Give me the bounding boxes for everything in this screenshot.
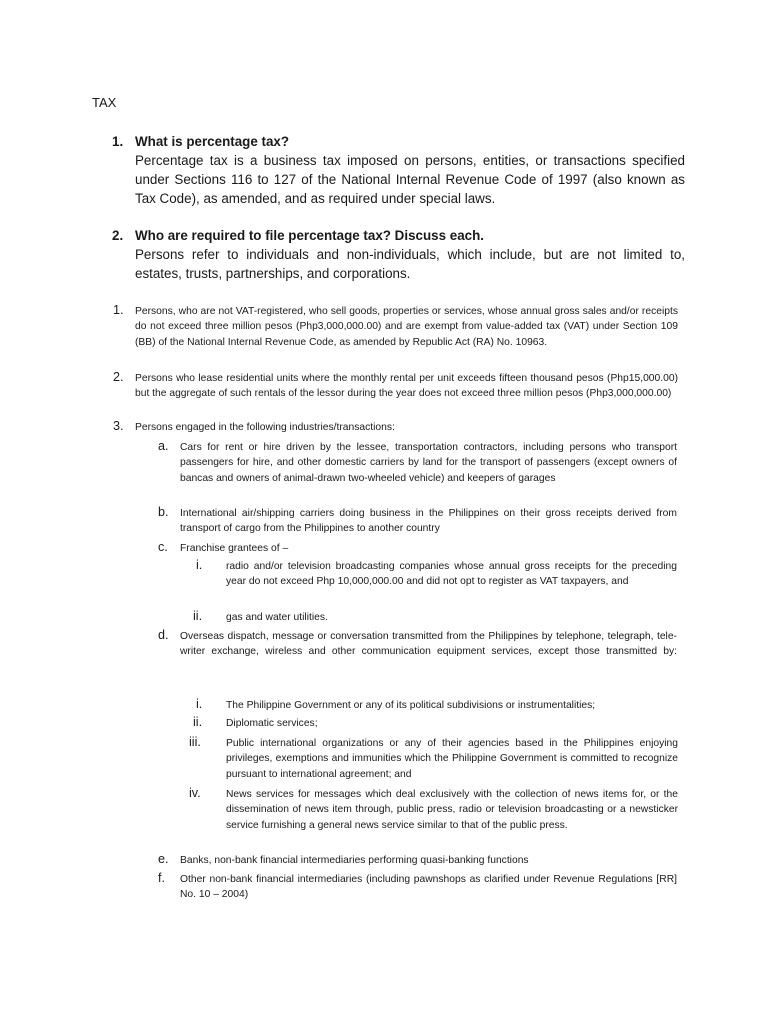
list-text: Persons, who are not VAT-registered, who sell goods, properties or services, whose annual gross sales and/or receipts do not exceed three million pesos (Php3,000,000.00) and are exempt from value-added tax (VAT) under Section 109 (BB) of the National Internal Revenue Code, as amended by Republic Act (RA) No. 10963. [135, 306, 678, 348]
list-item [189, 787, 678, 833]
question-1 [112, 132, 685, 208]
answer-text: Persons refer to individuals and non-individuals, which include, but are not limited to, estates, trusts, partnerships, and corporations. [135, 247, 685, 281]
list-item [189, 736, 678, 782]
question-number: 1. [112, 134, 124, 149]
list-text: Persons engaged in the following industries/transactions: [135, 422, 395, 433]
list-text: Public international organizations or any of their agencies based in the Philippines enjoying privileges, exemptions and immunities which the Philippine Government is committed to recognize pursuant to international agreement; and [226, 738, 678, 780]
list-marker: b. [158, 505, 169, 519]
list-text: News services for messages which deal exclusively with the collection of news items for, or the dissemination of news item through, public press, radio or television broadcasting or a newsticker service furnishing a general news service similar to that of the public press. [226, 789, 678, 831]
list-marker: 1. [113, 303, 124, 317]
list-item [158, 440, 677, 486]
list-text: gas and water utilities. [226, 612, 328, 623]
list-text: Other non-bank financial intermediaries (including pawnshops as clarified under Revenue Regulations [RR] No. 10 – 2004) [180, 874, 677, 901]
list-marker: 2. [113, 370, 124, 384]
list-marker: c. [158, 540, 168, 554]
list-marker: ii. [193, 715, 203, 729]
list-marker: i. [196, 558, 203, 572]
list-text: Overseas dispatch, message or conversation transmitted from the Philippines by telephone, telegraph, tele-writer exchange, wireless and other communication equipment services, except those transmitted by: [180, 631, 677, 658]
list-item [158, 872, 677, 903]
question-text: Who are required to file percentage tax? Discuss each. [135, 228, 485, 243]
list-marker: ii. [193, 609, 203, 623]
list-text: Banks, non-bank financial intermediaries performing quasi-banking functions [180, 855, 529, 866]
list-text: radio and/or television broadcasting companies whose annual gross receipts for the preceding year do not exceed Php 10,000,000.00 and did not opt to register as VAT taxpayers, and [226, 561, 677, 588]
question-text: What is percentage tax? [135, 134, 290, 149]
list-item [113, 420, 678, 435]
list-item [193, 716, 678, 731]
list-item [113, 371, 678, 402]
question-number: 2. [112, 228, 124, 243]
list-text: Diplomatic services; [226, 718, 318, 729]
list-marker: d. [158, 628, 169, 642]
list-item [158, 541, 677, 556]
list-item [113, 304, 678, 350]
list-text: Cars for rent or hire driven by the lessee, transportation contractors, including persons who transport passengers for hire, and other domestic carriers by land for the transport of passengers (except owners of bancas and owners of animal-drawn two-wheeled vehicle) and keepers of garages [180, 442, 677, 484]
question-2 [112, 226, 685, 283]
list-marker: iv. [189, 786, 201, 800]
document-title: TAX [92, 95, 117, 110]
list-item [158, 506, 677, 537]
list-text: International air/shipping carriers doing business in the Philippines on their gross receipts derived from transport of cargo from the Philippines to another country [180, 508, 677, 535]
list-marker: e. [158, 852, 169, 866]
list-marker: 3. [113, 419, 124, 433]
answer-text: Percentage tax is a business tax imposed on persons, entities, or transactions specified under Sections 116 to 127 of the National Internal Revenue Code of 1997 (also known as Tax Code), as amended, and as required under special laws. [135, 153, 685, 206]
list-item [158, 629, 677, 660]
list-item [158, 853, 677, 868]
list-text: The Philippine Government or any of its political subdivisions or instrumentalities; [226, 700, 596, 711]
list-marker: f. [158, 871, 165, 885]
list-item [193, 610, 677, 625]
list-marker: i. [196, 697, 203, 711]
list-item [196, 559, 677, 590]
list-marker: a. [158, 439, 169, 453]
list-item [196, 698, 678, 713]
list-marker: iii. [189, 735, 201, 749]
list-text: Franchise grantees of – [180, 543, 289, 554]
list-text: Persons who lease residential units where the monthly rental per unit exceeds fifteen thousand pesos (Php15,000.00) but the aggregate of such rentals of the lessor during the year does not exceed three million pesos (Php3,000,000.00) [135, 373, 678, 400]
